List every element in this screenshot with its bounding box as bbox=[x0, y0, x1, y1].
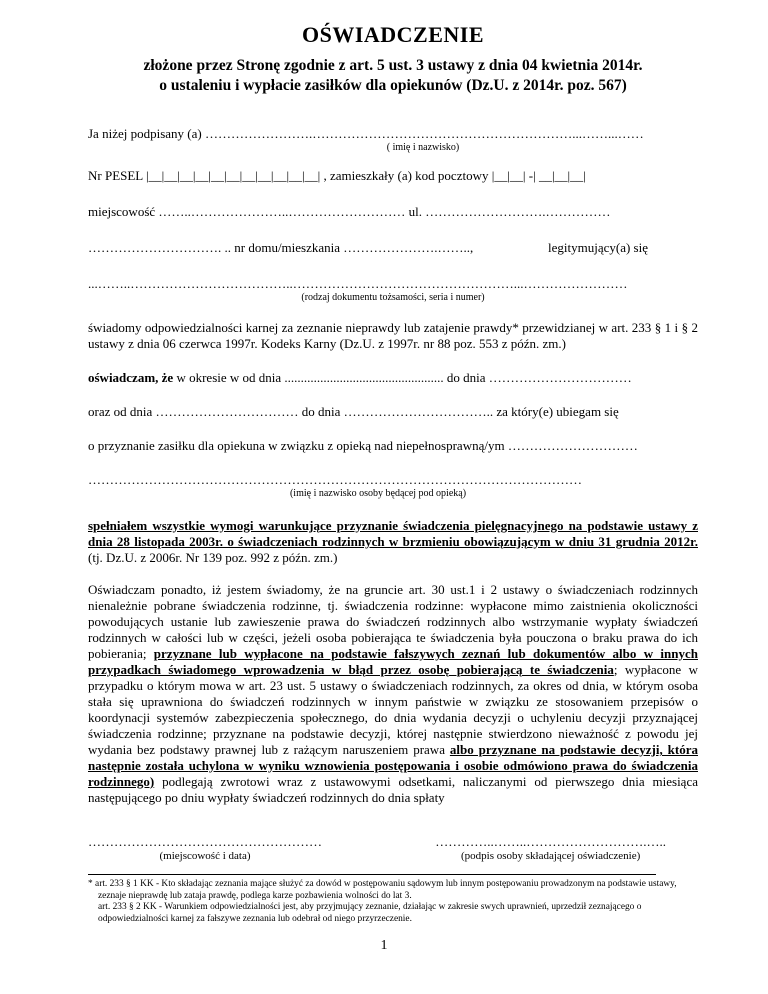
name-field[interactable]: Ja niżej podpisany (a) …………………….……………………………………………………...……...…… bbox=[88, 126, 644, 141]
requirements-ref: (tj. Dz.U. z 2006r. Nr 139 poz. 992 z późn. zm.) bbox=[88, 550, 338, 565]
document-title: OŚWIADCZENIE bbox=[301, 22, 485, 47]
footnote-art-233-1: * art. 233 § 1 KK - Kto składając zeznania mające służyć za dowód w postępowaniu sądowym lub innym postępowaniu prowadzonym na podstawie ustawy, zeznaje nieprawdę lub zataja prawdę, podlega karze pozbawienia wolności do lat 3. bbox=[88, 879, 677, 901]
subtitle-line-2: o ustaleniu i wypłacie zasiłków dla opiekunów (Dz.U. z 2014r. poz. 567) bbox=[159, 77, 627, 94]
declaration-form bbox=[88, 22, 698, 925]
footnote-art-233-2: art. 233 § 2 KK - Warunkiem odpowiedzialności jest, aby przyjmujący zeznanie, działając w zakresie swych uprawnień, uprzedził zeznającego o odpowiedzialności karnej za fałszywe zeznania lub odebrał od niego przyrzeczenie. bbox=[98, 902, 642, 924]
house-number-row bbox=[88, 240, 648, 256]
pesel-address-field[interactable]: Nr PESEL |__|__|__|__|__|__|__|__|__|__|__| , zamieszkały (a) kod pocztowy |__|__| -| __|__|__| bbox=[88, 168, 586, 183]
second-period-field[interactable]: oraz od dnia …………………………… do dnia …………………………….. za który(e) ubiegam się bbox=[88, 404, 619, 419]
declaration-text-3: podlegają zwrotowi wraz z ustawowymi odsetkami, naliczanymi od pierwszego dnia miesiąca następującego po dniu wypłaty świadczeń rodzinnych do dnia spłaty bbox=[88, 774, 698, 805]
requirements-bold: spełniałem wszystkie wymogi warunkujące przyznanie świadczenia pielęgnacyjnego na podstawie ustawy z dnia 28 listopada 2003r. o świadczeniach rodzinnych w brzmieniu obowiązującym w dniu 31 grudnia 2012r. bbox=[88, 518, 698, 549]
place-date-block bbox=[88, 834, 322, 862]
declare-period-field[interactable] bbox=[88, 370, 698, 386]
signature-block bbox=[435, 834, 666, 862]
id-label: legitymujący(a) się bbox=[548, 240, 648, 255]
requirements-paragraph bbox=[88, 518, 698, 566]
place-date-caption: (miejscowość i data) bbox=[159, 850, 251, 862]
declaration-text-2: ; wypłacone w przypadku o którym mowa w art. 23 ust. 5 ustawy o świadczeniach rodzinnych, za okres od dnia, w którym osoba stała się uprawniona do świadczeń rodzinnych w innym państwie w związku ze stosowaniem przepisów o koordynacji systemów zabezpieczenia społecznego, do dnia wydania decyzji o uchyleniu decyzji przyznającej świadczenia rodzinne; przyznane na podstawie decyzji, której następnie stwierdzono nieważność z powodu jej wydania bez podstawy prawnej lub z rażącym naruszeniem prawa bbox=[88, 662, 698, 757]
declaration-paragraph bbox=[88, 582, 698, 806]
subtitle-line-1: złożone przez Stronę zgodnie z art. 5 ust. 3 ustawy z dnia 04 kwietnia 2014r. bbox=[143, 57, 643, 74]
town-street-field[interactable]: miejscowość ……..…………………..……………………… ul. ……………………….…………… bbox=[88, 204, 611, 219]
declare-bold-label: oświadczam, że bbox=[88, 370, 174, 385]
house-number-field[interactable]: …………………………. .. nr domu/mieszkania ………………….…….., bbox=[88, 240, 474, 255]
footnote-divider bbox=[88, 874, 656, 875]
declaration-bold-1: przyznane lub wypłacone na podstawie fałszywych zeznań lub dokumentów albo w innych przypadkach świadomego wprowadzenia w błąd przez osobę pobierającą te świadczenia bbox=[88, 646, 698, 677]
id-document-field[interactable]: ...……..………………………………..……………………………………………...…………………… bbox=[88, 276, 628, 291]
grant-line[interactable]: o przyznanie zasiłku dla opiekuna w związku z opieką nad niepełnosprawną/ym ………………………… bbox=[88, 438, 638, 453]
cared-person-caption: (imię i nazwisko osoby będącej pod opieką) bbox=[289, 488, 467, 499]
declaration-text-1: Oświadczam ponadto, iż jestem świadomy, że na gruncie art. 30 ust.1 i 2 ustawy o świadczeniach rodzinnych nienależnie pobrane świadczenia rodzinne, tj. świadczenia rodzinne: wypłacone mimo zaistnienia okoliczności powodujących ustanie lub zawieszenie prawa do świadczeń rodzinnych albo wstrzymanie wypłaty świadczeń rodzinnych w całości lub w części, jeżeli osoba pobierająca te świadczenia była pouczona o braku prawa do ich pobierania; bbox=[88, 582, 698, 661]
place-date-field[interactable]: ……………………………………………… bbox=[88, 834, 322, 849]
declaration-bold-2: albo przyznane na podstawie decyzji, która następnie została uchylona w wyniku wznowienia postępowania i osobie odmówiono prawa do świadczenia rodzinnego) bbox=[88, 742, 698, 789]
id-document-caption: (rodzaj dokumentu tożsamości, seria i numer) bbox=[301, 292, 485, 303]
signature-caption: (podpis osoby składającej oświadczenie) bbox=[460, 850, 641, 862]
name-caption: ( imię i nazwisko) bbox=[386, 142, 460, 153]
signature-field[interactable]: …………..……..……………………….….. bbox=[435, 834, 666, 849]
awareness-paragraph: świadomy odpowiedzialności karnej za zeznanie nieprawdy lub zatajenie prawdy* przewidzianej w art. 233 § 1 i § 2 ustawy z dnia 06 czerwca 1997r. Kodeks Karny (Dz.U. z 1997r. nr 88 poz. 553 z późn. zm.) bbox=[88, 320, 698, 351]
declare-period-text: w okresie w od dnia ................................................. do dnia …………………………… bbox=[173, 370, 632, 385]
signature-row bbox=[88, 834, 666, 862]
page-number: 1 bbox=[380, 938, 388, 953]
cared-person-field[interactable]: …………………………………………………………………………………………………… bbox=[88, 472, 582, 487]
